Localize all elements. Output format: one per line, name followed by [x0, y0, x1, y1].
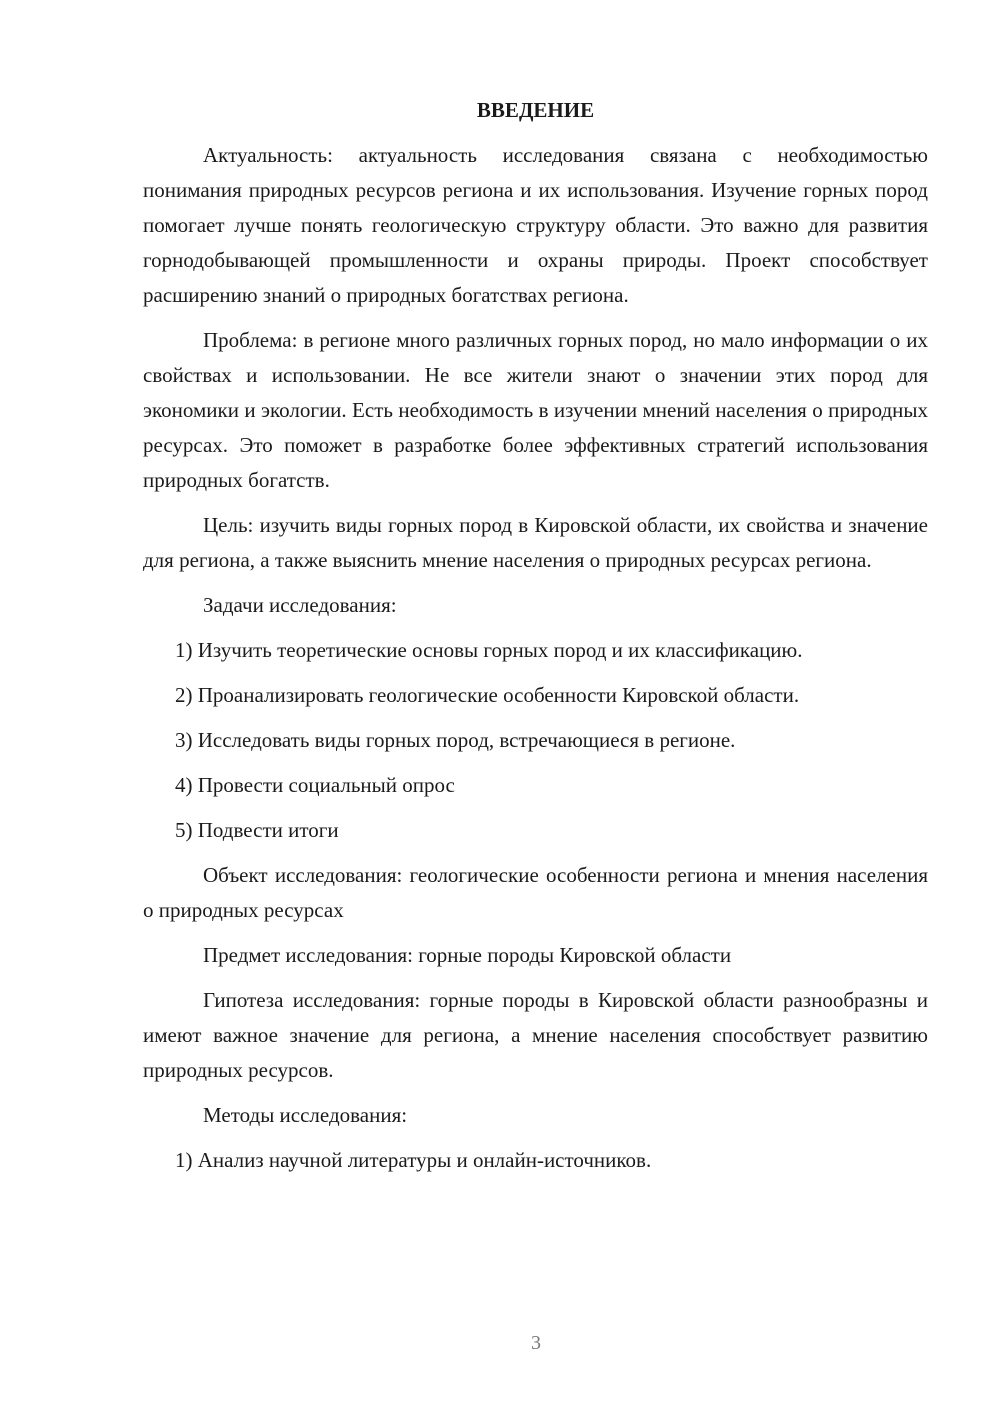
list-item-task-2: 2) Проанализировать геологические особенности Кировской области. — [175, 683, 800, 707]
paragraph-tasks-heading: Задачи исследования: — [203, 593, 397, 617]
list-item-task-5: 5) Подвести итоги — [175, 818, 339, 842]
paragraph-object: Объект исследования: геологические особенности региона и мнения населения о природных ресурсах — [143, 863, 928, 922]
list-item-task-1: 1) Изучить теоретические основы горных пород и их классификацию. — [175, 638, 803, 662]
paragraph-goal: Цель: изучить виды горных пород в Кировской области, их свойства и значение для региона, а также выяснить мнение населения о природных ресурсах региона. — [143, 513, 928, 572]
page-number: 3 — [531, 1332, 541, 1354]
document-title: ВВЕДЕНИЕ — [476, 98, 595, 122]
list-item-task-3: 3) Исследовать виды горных пород, встречающиеся в регионе. — [175, 728, 736, 752]
paragraph-subject: Предмет исследования: горные породы Кировской области — [203, 943, 732, 967]
paragraph-relevance: Актуальность: актуальность исследования связана с необходимостью понимания природных ресурсов региона и их использования. Изучение горных пород помогает лучше понять геологическую структуру области. Это важно для развития горнодобывающей промышленности и охраны природы. Проект способствует расширению знаний о природных богатствах региона. — [143, 143, 928, 307]
list-item-task-4: 4) Провести социальный опрос — [175, 773, 455, 797]
paragraph-methods-heading: Методы исследования: — [203, 1103, 408, 1127]
paragraph-problem: Проблема: в регионе много различных горных пород, но мало информации о их свойствах и использовании. Не все жители знают о значении этих пород для экономики и экологии. Есть необходимость в изучении мнений населения о природных ресурсах. Это поможет в разработке более эффективных стратегий использования природных богатств. — [143, 328, 928, 492]
list-item-method-1: 1) Анализ научной литературы и онлайн-источников. — [175, 1148, 652, 1172]
paragraph-hypothesis: Гипотеза исследования: горные породы в Кировской области разнообразны и имеют важное значение для региона, а мнение населения способствует развитию природных ресурсов. — [143, 988, 928, 1082]
document-page — [143, 92, 928, 1188]
